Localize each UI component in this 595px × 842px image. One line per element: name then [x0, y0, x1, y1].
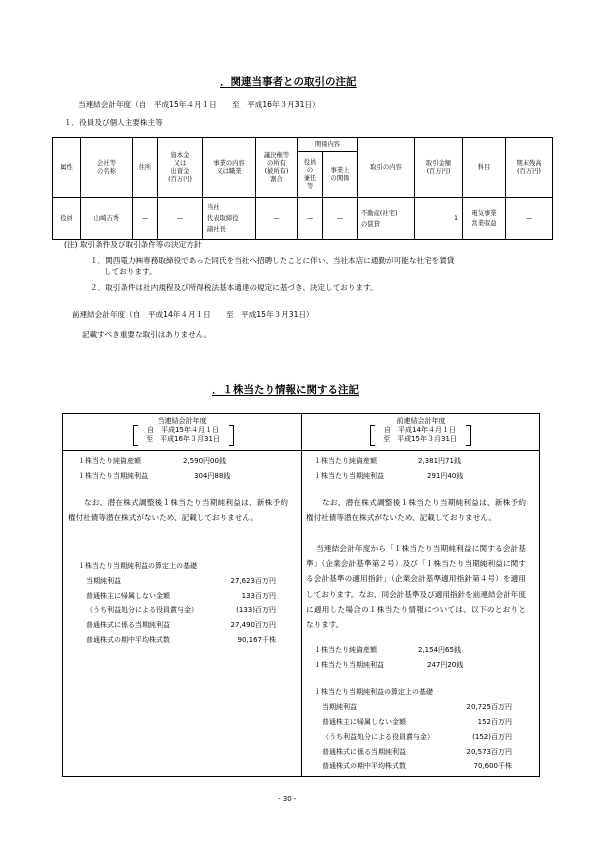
column-divider [301, 413, 302, 777]
header-business: 事業の内容 又は職業 [203, 138, 256, 198]
right-common-income-label: 普通株式に係る当期純利益 [322, 748, 406, 756]
left-basis-title: １株当たり当期純利益の算定上の基礎 [78, 562, 197, 570]
cell-officer: — [298, 198, 323, 240]
left-common-income-label: 普通株式に係る当期純利益 [86, 621, 170, 629]
prev-period-label: 前連結会計年度（自 平成14年４月１日 至 平成15年３月31日） [72, 310, 314, 319]
left-eps-label: １株当たり当期純利益 [78, 472, 148, 480]
cell-capital: — [158, 198, 203, 240]
cell-transaction: 不動産(社宅) の賃貸 [358, 198, 415, 240]
header-divider [62, 450, 540, 451]
related-party-table [52, 137, 553, 240]
note2: ２．取引条件は社内規程及び所得税法基本通達の規定に基づき、決定しております。 [90, 283, 378, 292]
left-bonus-label: （うち利益処分による役員賞与金） [86, 606, 198, 614]
note-title: (注) 取引条件及び取引条件等の決定方針 [64, 240, 202, 249]
page-number: - 30 - [278, 795, 297, 803]
header-transaction: 取引の内容 [358, 138, 415, 198]
left-bonus-value: (133)百万円 [236, 606, 276, 614]
right-avg-shares-label: 普通株式の期中平均株式数 [322, 762, 406, 770]
left-period-from: 自 平成15年４月１日 [147, 426, 219, 434]
left-avg-shares-label: 普通株式の期中平均株式数 [86, 636, 170, 644]
right-standard-note: 当連結会計年度から「１株当たり当期純利益に関する会計基準」（企業会計基準第２号）及び「１株当たり当期純利益に関する会計基準の適用指針」（企業会計基準適用指針第４号）を適用しております。なお、同会計基準及び適用指針を前連結会計年度に適用した場合の１株当たり情報については、以下のとおりとなります。 [306, 544, 526, 630]
header-business-relation: 事業上 の関係 [323, 152, 358, 198]
right-dilution-note: なお、潜在株式調整後１株当たり当期純利益は、新株予約権付社債等潜在株式がないため、記載しておりません。 [306, 498, 526, 522]
right-avg-shares-value: 70,600千株 [473, 762, 512, 770]
right-bps-value: 2,381円71銭 [418, 457, 461, 465]
right-net-income-value: 20,725百万円 [466, 703, 512, 711]
related-party-title: ．関連当事者との取引の注記 [220, 76, 357, 88]
right-eps-label: １株当たり当期純利益 [314, 472, 384, 480]
cell-business: 当社 代表取締役 副社長 [203, 198, 256, 240]
right-bonus-label: （うち利益処分による役員賞与金） [322, 733, 434, 741]
right-eps2-label: １株当たり当期純利益 [314, 661, 384, 669]
header-balance: 期末残高 (百万円) [506, 138, 553, 198]
header-amount: 取引金額 (百万円) [415, 138, 463, 198]
left-non-common-value: 133百万円 [241, 592, 276, 600]
left-net-income-value: 27,623百万円 [230, 577, 276, 585]
left-non-common-label: 普通株主に帰属しない金額 [86, 592, 170, 600]
header-voting-rights: 議決権等 の所有 (被所有) 割合 [256, 138, 298, 198]
header-relationship: 関係内容 [298, 138, 358, 152]
cell-address: — [133, 198, 158, 240]
note1-line1: １．関西電力㈱専務取締役であった同氏を当社へ招聘したことに伴い、当社本店に通勤が可能な社宅を賃貸 [90, 256, 455, 265]
right-eps-value: 291円40銭 [427, 472, 464, 480]
header-capital: 資本金 又は 出資金 (百万円) [158, 138, 203, 198]
left-period-to: 至 平成16年３月31日 [146, 435, 220, 443]
header-company-name: 会社等 の名称 [81, 138, 133, 198]
note1-line2: しております。 [104, 267, 157, 276]
table-row [53, 198, 553, 240]
right-period-from: 自 平成14年４月１日 [384, 426, 456, 434]
right-bonus-value: (152)百万円 [472, 733, 512, 741]
left-bps-value: 2,590円00銭 [183, 457, 226, 465]
cell-balance: — [506, 198, 553, 240]
left-dilution-note: なお、潜在株式調整後１株当たり当期純利益は、新株予約権付社債等潜在株式がないため、記載しておりません。 [68, 498, 288, 522]
cell-biz-relation: — [323, 198, 358, 240]
officers-subheading: １．役員及び個人主要株主等 [64, 118, 163, 127]
cell-amount: 1 [415, 198, 463, 240]
header-address: 住所 [133, 138, 158, 198]
right-basis-title: １株当たり当期純利益の算定上の基礎 [314, 688, 433, 696]
left-net-income-label: 当期純利益 [86, 577, 121, 585]
per-share-title: ．１株当たり情報に関する注記 [212, 384, 359, 396]
header-account: 科目 [463, 138, 506, 198]
cell-voting: — [256, 198, 298, 240]
right-common-income-value: 20,573百万円 [466, 748, 512, 756]
right-non-common-label: 普通株主に帰属しない金額 [322, 718, 406, 726]
left-period-heading: 当連結会計年度 [157, 417, 207, 425]
right-bps2-value: 2,154円65銭 [418, 646, 461, 654]
right-period-heading: 前連結会計年度 [396, 417, 446, 425]
right-non-common-value: 152百万円 [477, 718, 512, 726]
left-bps-label: １株当たり純資産額 [78, 457, 141, 465]
prev-no-transactions: 記載すべき重要な取引はありません。 [82, 330, 212, 339]
right-bps-label: １株当たり純資産額 [314, 457, 377, 465]
left-common-income-value: 27,490百万円 [230, 621, 276, 629]
right-eps2-value: 247円20銭 [427, 661, 464, 669]
cell-attribute: 役員 [53, 198, 81, 240]
header-attribute: 属性 [53, 138, 81, 198]
current-period-label: 当連結会計年度（自 平成15年４月１日 至 平成16年３月31日） [78, 100, 320, 109]
left-eps-value: 304円88銭 [194, 472, 231, 480]
right-bps2-label: １株当たり純資産額 [314, 646, 377, 654]
left-avg-shares-value: 90,167千株 [237, 636, 276, 644]
right-period-to: 至 平成15年３月31日 [383, 435, 457, 443]
right-net-income-label: 当期純利益 [322, 703, 357, 711]
header-officer-concurrent: 役員 の 兼任 等 [298, 152, 323, 198]
cell-name: 山崎吉秀 [81, 198, 133, 240]
cell-account: 電気事業 営業収益 [463, 198, 506, 240]
